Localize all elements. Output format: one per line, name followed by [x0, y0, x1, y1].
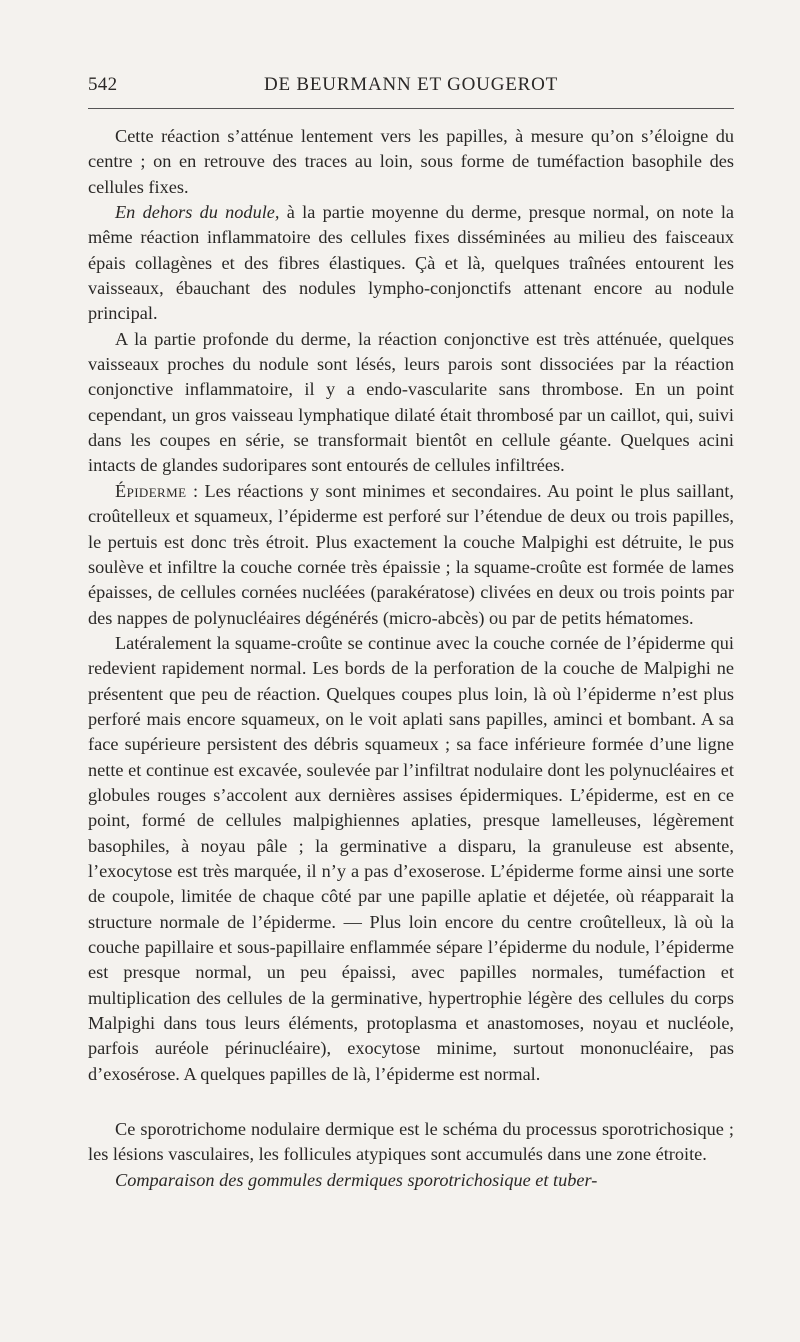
paragraph: Épiderme : Les réactions y sont minimes et secondaires. Au point le plus saillant, croûtelleux et squameux, l’épiderme est perforé sur l’étendue de deux ou trois papilles, le pertuis est donc très étroit. Plus exactement la couche Malpighi est détruite, le pus soulève et infiltre la couche cornée très épaissie ; la squame-croûte est formée de lames épaisses, de cellules cornées nucléées (parakératose) clivées en deux ou trois points par des nappes de polynucléaires dégénérés (micro-abcès) ou par de petits hématomes.	[88, 480, 734, 628]
page-header	[88, 74, 734, 100]
running-title: DE BEURMANN ET GOUGEROT	[263, 74, 559, 95]
paragraph: Latéralement la squame-croûte se continue avec la couche cornée de l’épiderme qui redevient rapidement normal. Les bords de la perforation de la couche de Malpighi ne présentent que peu de réaction. Quelques coupes plus loin, là où l’épiderme n’est plus perforé mais encore squameux, on le voit aplati sans papilles, aminci et bombant. A sa face supérieure persistent des débris squameux ; sa face inférieure formée d’une ligne nette et continue est excavée, soulevée par l’infiltrat nodulaire dont les polynucléaires et globules rouges s’accolent aux dernières assises épidermiques. L’épiderme, est en ce point, formé de cellules malpighiennes aplaties, presque lamelleuses, légèrement basophiles, à noyau pâle ; la germinative a disparu, la granuleuse est absente, l’exocytose est très marquée, il n’y a pas d’exoserose. L’épiderme forme ainsi une sorte de coupole, limitée de chaque côté par une papille aplatie et déjetée, où réapparait la structure normale de l’épiderme. — Plus loin encore du centre croûtelleux, là où la couche papillaire et sous-papillaire enflammée sépare l’épiderme du nodule, l’épiderme est presque normal, un peu épaissi, avec papilles normales, tuméfaction et multiplication des cellules de la germinative, hypertrophie légère des cellules du corps Malpighi dans tous leurs éléments, protoplasma et anastomoses, noyau et nucléole, parfois auréole périnucléaire), exocytose minime, surtout mononucléaire, pas d’exosérose. A quelques papilles de là, l’épiderme est normal.	[88, 632, 734, 1084]
header-rule	[88, 108, 734, 109]
paragraph: En dehors du nodule, à la partie moyenne du derme, presque normal, on note la même réaction inflammatoire des cellules fixes disséminées au milieu des faisceaux épais collagènes et des fibres élastiques. Çà et là, quelques traînées entourent les vaisseaux, ébauchant des nodules lympho-conjonctifs attenant encore au nodule principal.	[88, 202, 735, 324]
page-number: 542	[88, 74, 118, 95]
paragraph: A la partie profonde du derme, la réaction conjonctive est très atténuée, quelques vaisseaux proches du nodule sont lésés, leurs parois sont dissociées par la réaction conjonctive inflammatoire, il y a endo-vascularite sans thrombose. En un point cependant, un gros vaisseau lymphatique dilaté était thrombosé par un caillot, qui, suivi dans les coupes en série, se transformait bientôt en cellule géante. Quelques acini intacts de glandes sudoripares sont entourés de cellules infiltrées.	[88, 328, 734, 476]
paragraph: Comparaison des gommules dermiques sporotrichosique et tuber-	[115, 1169, 598, 1190]
body-text	[88, 124, 734, 1193]
paragraph: Cette réaction s’atténue lentement vers les papilles, à mesure qu’on s’éloigne du centre ; on en retrouve des traces au loin, sous forme de tuméfaction basophile des cellules fixes.	[88, 126, 734, 197]
paragraph: Ce sporotrichome nodulaire dermique est le schéma du processus sporotrichosique ; les lésions vasculaires, les follicules atypiques sont accumulés dans une zone étroite.	[88, 1119, 734, 1165]
